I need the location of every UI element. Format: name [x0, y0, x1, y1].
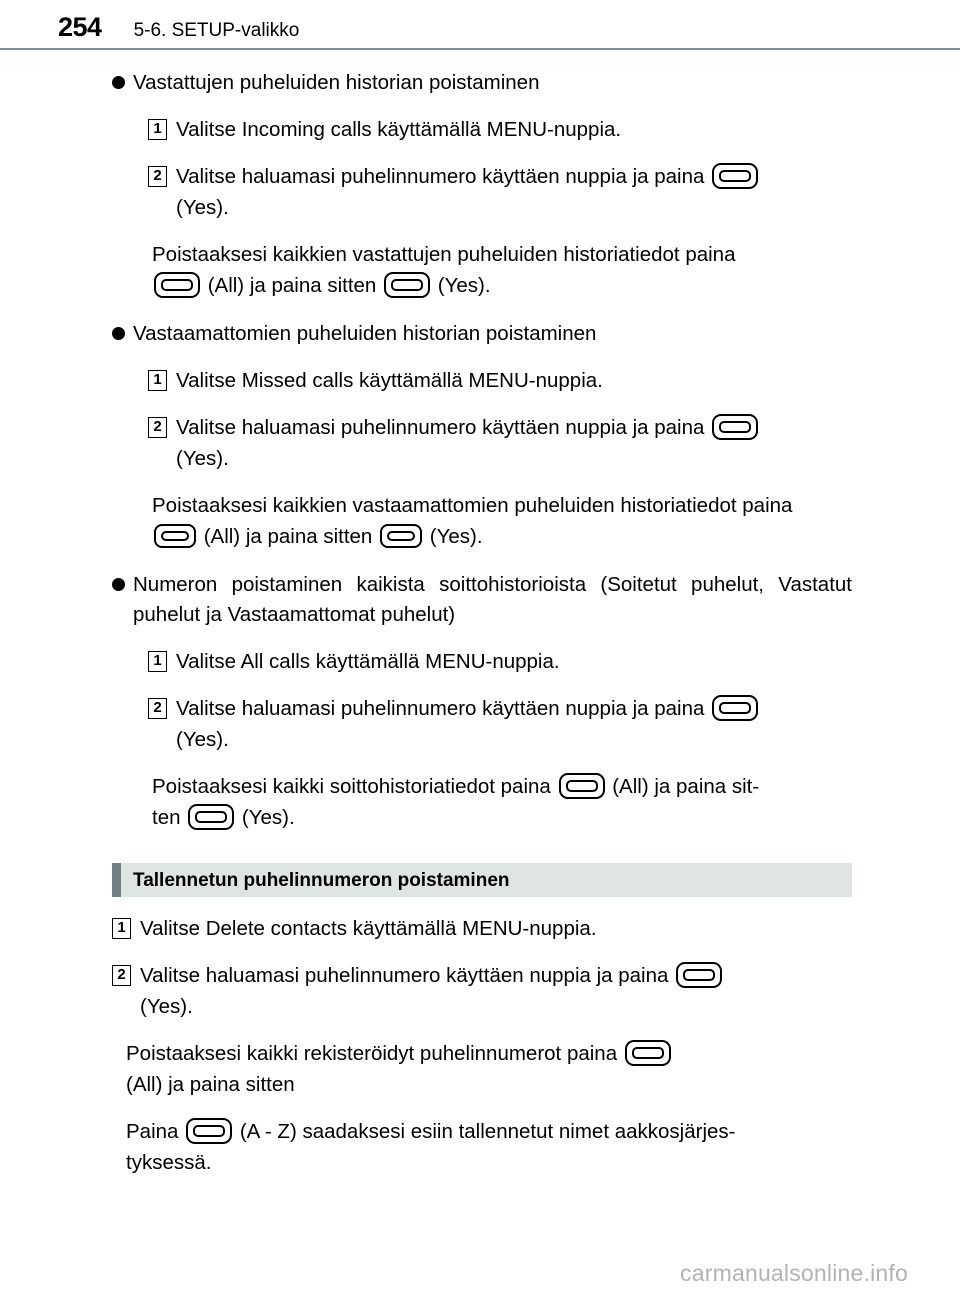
rounded-button-icon — [384, 272, 430, 298]
step-row — [148, 646, 852, 677]
bullet-item-all-calls — [112, 570, 852, 630]
step-text — [176, 161, 852, 223]
rounded-button-icon — [186, 1118, 232, 1144]
rounded-button-icon — [625, 1040, 671, 1066]
step-row — [112, 960, 852, 1022]
page-header — [0, 0, 960, 50]
paragraph-delete-all — [126, 1038, 852, 1100]
page-content — [0, 50, 960, 1178]
note-tail-line — [152, 270, 852, 301]
bullet-dot-icon — [112, 76, 125, 89]
step-text: Valitse Missed calls käyttämällä MENU-nuppia. — [176, 369, 603, 392]
note-mid: (All) ja paina sitten — [203, 525, 373, 548]
note-mid: (All) ja paina sit- ten — [152, 775, 760, 829]
content-column — [112, 68, 852, 833]
step-text: Valitse All calls käyttämällä MENU-nuppia. — [176, 650, 560, 673]
page-title: 5-6. SETUP-valikko — [133, 20, 300, 41]
paragraph-alphabetical — [126, 1116, 852, 1178]
step-text-before: Valitse haluamasi puhelinnumero käyttäen nuppia ja paina — [176, 697, 705, 720]
paragraph-lead: Paina — [126, 1120, 179, 1143]
section-accent-bar — [112, 863, 121, 897]
bullet-label: Numeron poistaminen kaikista soittohistorioista (Soitetut puhelut, Vastatut puhelut ja Vastaamattomat puhelut) — [133, 573, 852, 626]
note-tail: (Yes). — [241, 806, 295, 829]
step-row — [148, 693, 852, 755]
step-number-box: 2 — [148, 166, 167, 187]
paragraph-mid: (All) ja paina sitten — [126, 1073, 295, 1096]
rounded-button-icon — [154, 524, 196, 548]
step-number-box: 1 — [148, 119, 167, 140]
rounded-button-icon — [712, 695, 758, 721]
step-row — [148, 412, 852, 474]
step-text-after: (Yes). — [176, 196, 229, 219]
section-heading-label: Tallennetun puhelinnumeron poistaminen — [133, 869, 510, 891]
step-row — [148, 161, 852, 223]
bullet-item-missed-calls — [112, 319, 852, 349]
saved-number-content — [112, 913, 852, 1178]
page-number: 254 — [58, 12, 102, 42]
header-inner — [0, 0, 960, 41]
step-text: Valitse Delete contacts käyttämällä MENU-nuppia. — [140, 917, 597, 940]
note-tail: (Yes). — [429, 525, 483, 548]
note-paragraph — [152, 771, 852, 833]
step-text-after: (Yes). — [140, 995, 193, 1018]
step-text — [140, 960, 852, 1022]
step-number-box: 1 — [148, 370, 167, 391]
step-number-box: 2 — [112, 965, 131, 986]
rounded-button-icon — [559, 773, 605, 799]
rounded-button-icon — [712, 414, 758, 440]
rounded-button-icon — [154, 272, 200, 298]
note-lead: Poistaaksesi kaikkien vastaamattomien puheluiden historiatiedot paina — [152, 494, 793, 517]
step-text-after: (Yes). — [176, 728, 229, 751]
bullet-dot-icon — [112, 578, 125, 591]
note-lead: Poistaaksesi kaikkien vastattujen puheluiden historiatiedot paina — [152, 243, 736, 266]
rounded-button-icon — [676, 962, 722, 988]
rounded-button-icon — [380, 524, 422, 548]
step-text-after: (Yes). — [176, 447, 229, 470]
footer-watermark: carmanualsonline.info — [680, 1260, 908, 1286]
note-lead: Poistaaksesi kaikki soittohistoriatiedot paina — [152, 775, 551, 798]
bullet-dot-icon — [112, 327, 125, 340]
bullet-label: Vastattujen puheluiden historian poistaminen — [133, 71, 540, 94]
step-text: Valitse Incoming calls käyttämällä MENU-nuppia. — [176, 118, 622, 141]
note-paragraph — [152, 490, 852, 552]
bullet-label: Vastaamattomien puheluiden historian poistaminen — [133, 322, 597, 345]
note-paragraph — [152, 239, 852, 301]
step-row — [148, 365, 852, 396]
paragraph-tail-line — [126, 1069, 852, 1100]
step-number-box: 1 — [112, 918, 131, 939]
note-mid: (All) ja paina sitten — [207, 274, 377, 297]
step-row — [148, 114, 852, 145]
note-tail-line — [152, 521, 852, 552]
step-number-box: 1 — [148, 651, 167, 672]
paragraph-lead: Poistaaksesi kaikki rekisteröidyt puhelinnumerot paina — [126, 1042, 618, 1065]
step-text-before: Valitse haluamasi puhelinnumero käyttäen nuppia ja paina — [176, 416, 705, 439]
step-row — [112, 913, 852, 944]
rounded-button-icon — [188, 804, 234, 830]
note-tail: (Yes). — [437, 274, 491, 297]
step-text — [176, 412, 852, 474]
step-number-box: 2 — [148, 698, 167, 719]
paragraph-mid: (A - Z) saadaksesi esiin tallennetut nimet aakkosjärjes- tyksessä. — [126, 1120, 736, 1174]
rounded-button-icon — [712, 163, 758, 189]
step-text-before: Valitse haluamasi puhelinnumero käyttäen nuppia ja paina — [176, 165, 705, 188]
step-text-before: Valitse haluamasi puhelinnumero käyttäen nuppia ja paina — [140, 964, 669, 987]
step-text — [176, 693, 852, 755]
bullet-item-incoming-calls — [112, 68, 852, 98]
step-number-box: 2 — [148, 417, 167, 438]
section-heading-bar — [112, 863, 852, 897]
